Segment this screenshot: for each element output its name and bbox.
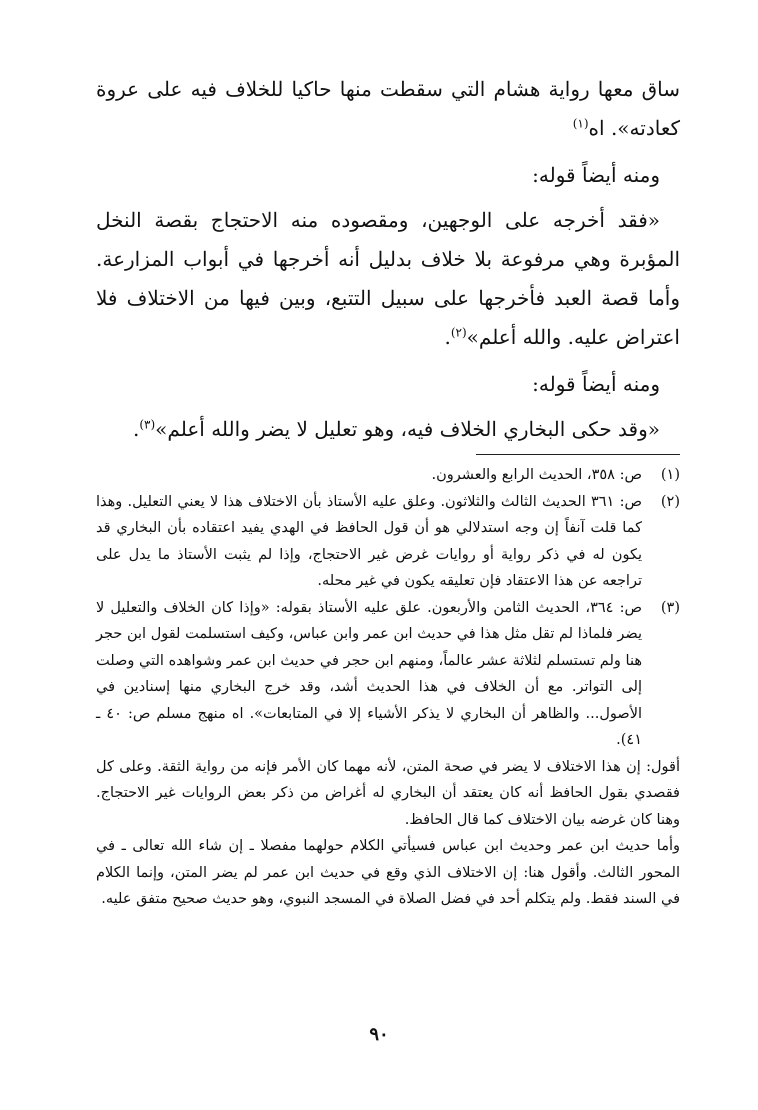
quote-1-end: . bbox=[444, 325, 451, 349]
page-number: ٩٠ bbox=[369, 1024, 389, 1045]
opening-text: ساق معها رواية هشام التي سقطت منها حاكيا للخلاف فيه على عروة كعادته». اه bbox=[96, 77, 680, 140]
footnote-3 bbox=[96, 595, 680, 754]
quote-1 bbox=[96, 201, 680, 357]
intro-1: ومنه أيضاً قوله: bbox=[532, 163, 660, 187]
footnote-2-number: (٢) bbox=[660, 493, 680, 510]
footnote-3-number: (٣) bbox=[660, 599, 680, 616]
footnote-2 bbox=[96, 489, 680, 595]
footnote-ref-2: (٢) bbox=[450, 325, 467, 340]
main-text bbox=[96, 70, 680, 449]
quote-2-text: «وقد حكى البخاري الخلاف فيه، وهو تعليل لا يضر والله أعلم» bbox=[155, 417, 660, 441]
footnote-1-number: (١) bbox=[660, 467, 680, 483]
quote-1-text: «فقد أخرجه على الوجهين، ومقصوده منه الاحتجاج بقصة النخل المؤبرة وهي مرفوعة بلا خلاف بدليل أنه أخرجها في أبواب المزارعة. وأما قصة العبد فأخرجها على سبيل التتبع، وبين فيها من الاختلاف فلا اعتراض عليه. والله أعلم» bbox=[96, 208, 680, 349]
footnote-divider bbox=[476, 454, 680, 455]
footnotes bbox=[96, 462, 680, 913]
opening-paragraph bbox=[96, 70, 680, 148]
footnote-1 bbox=[96, 462, 680, 489]
footnote-3-text: ص: ٣٦٤، الحديث الثامن والأربعون. علق عليه الأستاذ بقوله: «وإذا كان الخلاف والتعليل لا يضر فلماذا لم تقل مثل هذا في حديث ابن عمر وابن عباس، وكيف استسلمت لقول ابن حجر هنا ولم تستسلم لثلاثة عشر عالماً، ومنهم ابن حجر في حديث ابن عمر وشواهده التي وصلت إلى التواتر. مع أن الخلاف في هذا الحديث أشد، وقد خرج البخاري منها إسنادين في الأصول... والظاهر أن البخاري لا يذكر الأشياء إلا في المتابعات». اه منهج مسلم ص: ٤٠ ـ ٤١). bbox=[96, 599, 642, 748]
intro-2: ومنه أيضاً قوله: bbox=[532, 372, 660, 396]
footnote-3-comment-1: أقول: إن هذا الاختلاف لا يضر في صحة المتن، لأنه مهما كان الأمر فإنه من رواية الثقة. وعلى كل فقصدي بقول الحافظ أنه كان يعتقد أن البخاري له أغراض من ذكر بعض الروايات غير الاحتجاج. وهنا كان غرضه بيان الاختلاف كما قال الحافظ. bbox=[96, 758, 680, 828]
footnote-ref-1: (١) bbox=[572, 116, 589, 131]
footnote-2-text: ص: ٣٦١ الحديث الثالث والثلاثون. وعلق عليه الأستاذ بأن الاختلاف هذا لا يعني التعليل. وهذا كما قلت آنفاً إن وجه استدلالي هو أن قول الحافظ في الهدي يفيد اعتقاده بأن البخاري قد يكون له في ذكر رواية أو روايات غرض غير الاحتجاج، وإذا لم يثبت الأستاذ ما يدل على تراجعه عن هذا الاعتقاد فإن تعليقه يكون في غير محله. bbox=[96, 493, 642, 589]
footnote-1-text: ص: ٣٥٨، الحديث الرابع والعشرون. bbox=[431, 467, 642, 483]
footnote-ref-3: (٣) bbox=[139, 417, 156, 432]
footnote-3-comment-2: وأما حديث ابن عمر وحديث ابن عباس فسيأتي الكلام حولهما مفصلا ـ إن شاء الله تعالى ـ في المحور الثالث. وأقول هنا: إن الاختلاف الذي وقع في حديث ابن عمر لم يضر المتن، وإنما الكلام في السند فقط. ولم يتكلم أحد في فضل الصلاة في المسجد النبوي، وهو حديث صحيح متفق عليه. bbox=[96, 838, 680, 907]
quote-2 bbox=[96, 410, 680, 449]
quote-2-end: . bbox=[132, 417, 140, 441]
